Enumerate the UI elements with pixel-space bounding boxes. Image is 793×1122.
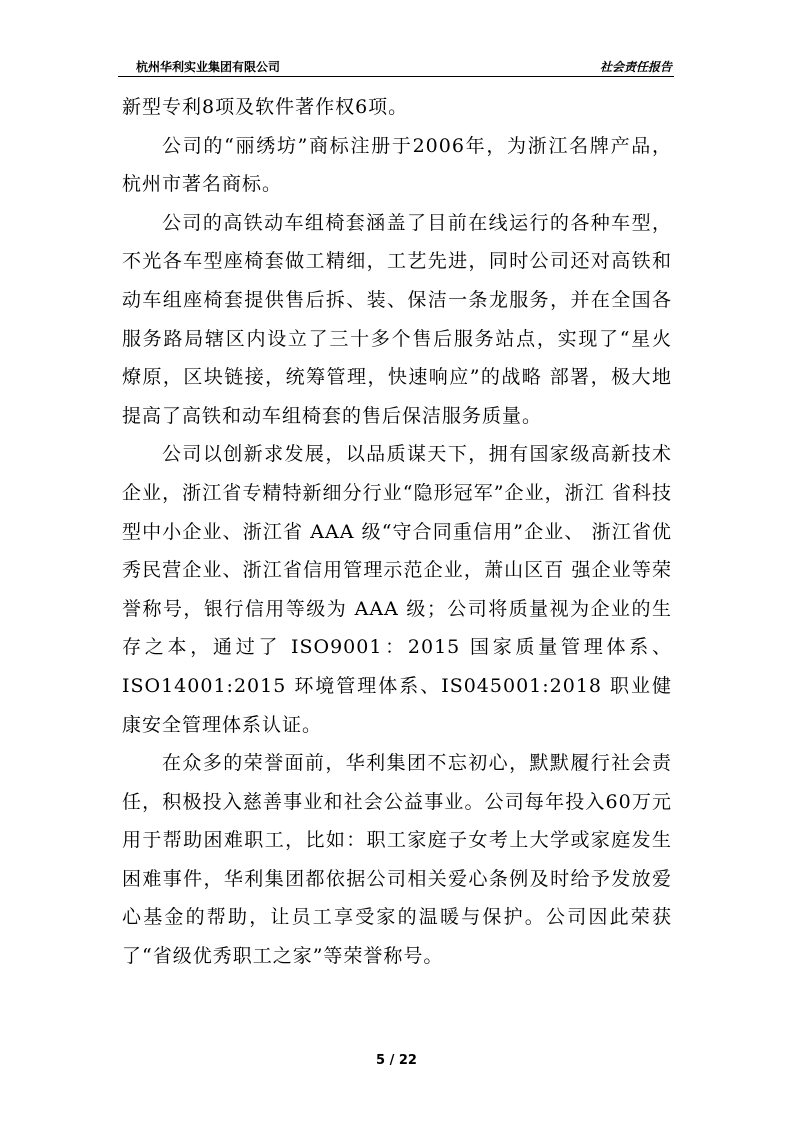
paragraph-social-responsibility: 在众多的荣誉面前，华利集团不忘初心，默默履行社会责任，积极投入慈善事业和社会公益事业。公司每年投入60万元用于帮助困难职工，比如：职工家庭子女考上大学或家庭发生困难事件，华利集团都依据公司相关爱心条例及时给予发放爱心基金的帮助，让员工享受家的温暖与保护。公司因此荣获了“省级优秀职工之家”等荣誉称号。 xyxy=(122,752,672,968)
company-name: 杭州华利实业集团有限公司 xyxy=(136,60,281,74)
page-header xyxy=(118,55,674,77)
paragraph-honors: 公司以创新求发展，以品质谋天下，拥有国家级高新技术企业，浙江省专精特新细分行业“隐形冠军”企业，浙江 省科技型中小企业、浙江省 AAA 级“守合同重信用”企业、 浙江省优秀民营企业、浙江省信用管理示范企业，萧山区百 强企业等荣誉称号，银行信用等级为 AAA 级；公司将质量视为企业的生存之本，通过了 ISO9001：2015 国家质量管理体系、ISO14001:2015 环境管理体系、IS045001:2018 职业健 康安全管理体系认证。 xyxy=(122,443,672,736)
paragraph-continuation: 新型专利8项及软件著作权6项。 xyxy=(122,96,409,118)
page-body xyxy=(122,88,672,976)
paragraph-trademark: 公司的“丽绣坊”商标注册于2006年，为浙江名牌产品， 杭州市著名商标。 xyxy=(122,134,672,196)
header-divider xyxy=(118,76,674,77)
page-number: 5 / 22 xyxy=(376,1053,417,1068)
paragraph-seat-covers: 公司的高铁动车组椅套涵盖了目前在线运行的各种车型，不光各车型座椅套做工精细，工艺先进，同时公司还对高铁和动车组座椅套提供售后拆、装、保洁一条龙服务，并在全国各服务路局辖区内设立了三十多个售后服务站点，实现了“星火燎原，区块链接，统筹管理，快速响应”的战略 部署，极大地提高了高铁和动车组椅套的售后保洁服务质量。 xyxy=(122,211,672,427)
report-title: 社会责任报告 xyxy=(599,60,672,74)
